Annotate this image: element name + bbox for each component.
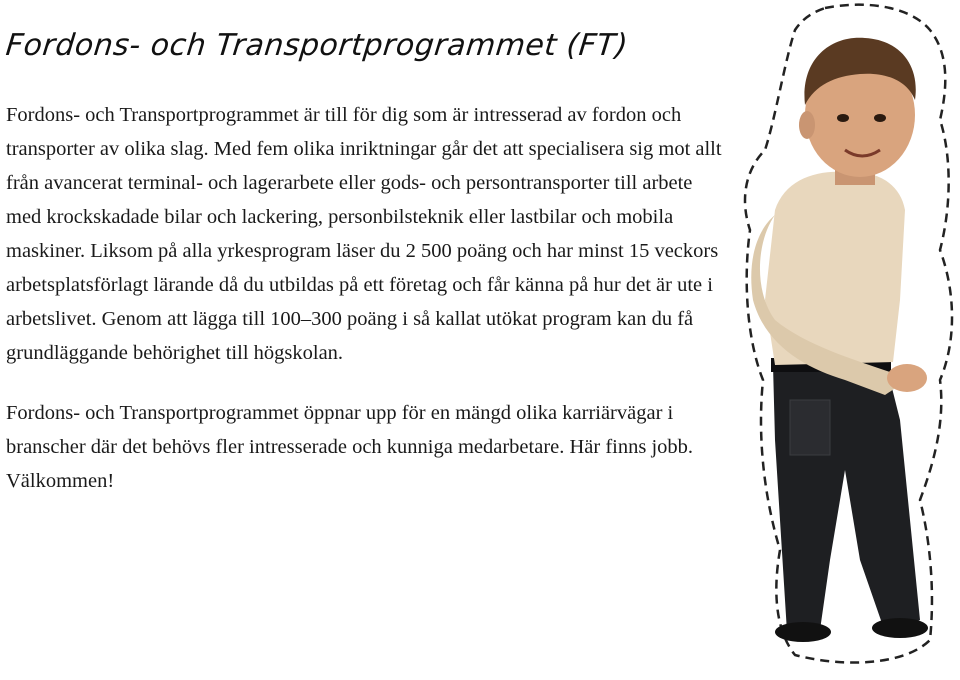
left-eye xyxy=(837,114,849,122)
left-shoe xyxy=(775,622,831,642)
paragraph-careers: Fordons- och Transportprogrammet öppnar upp för en mängd olika karriärvägar i branscher där det behövs fler intresserade och kunniga medarbetare. Här finns jobb. Välkommen! xyxy=(6,402,694,492)
page-title: Fordons- och Transportprogrammet (FT) xyxy=(4,28,630,63)
ear xyxy=(799,111,815,139)
right-shoe xyxy=(872,618,928,638)
right-eye xyxy=(874,114,886,122)
student-cutout-illustration xyxy=(735,0,960,680)
student-figure-svg xyxy=(735,0,960,680)
pants-pocket xyxy=(790,400,830,455)
hand-shape xyxy=(887,364,927,392)
body-text xyxy=(6,98,731,524)
paragraph-intro: Fordons- och Transportprogrammet är till för dig som är intresserad av fordon och transporter av olika slag. Med fem olika inriktningar går det att specialisera sig mot allt från avancerat terminal- och lagerarbete eller gods- och persontransporter till arbete med krockskadade bilar och lackering, personbilsteknik eller lastbilar och mobila maskiner. Liksom på alla yrkesprogram läser du 2 500 poäng och har minst 15 veckors arbetsplatsförlagt lärande då du utbildas på ett företag och får känna på hur det är ute i arbetslivet. Genom att lägga till 100–300 poäng i så kallat utökat program kan du få grundläggande behörighet till högskolan. xyxy=(6,104,722,364)
